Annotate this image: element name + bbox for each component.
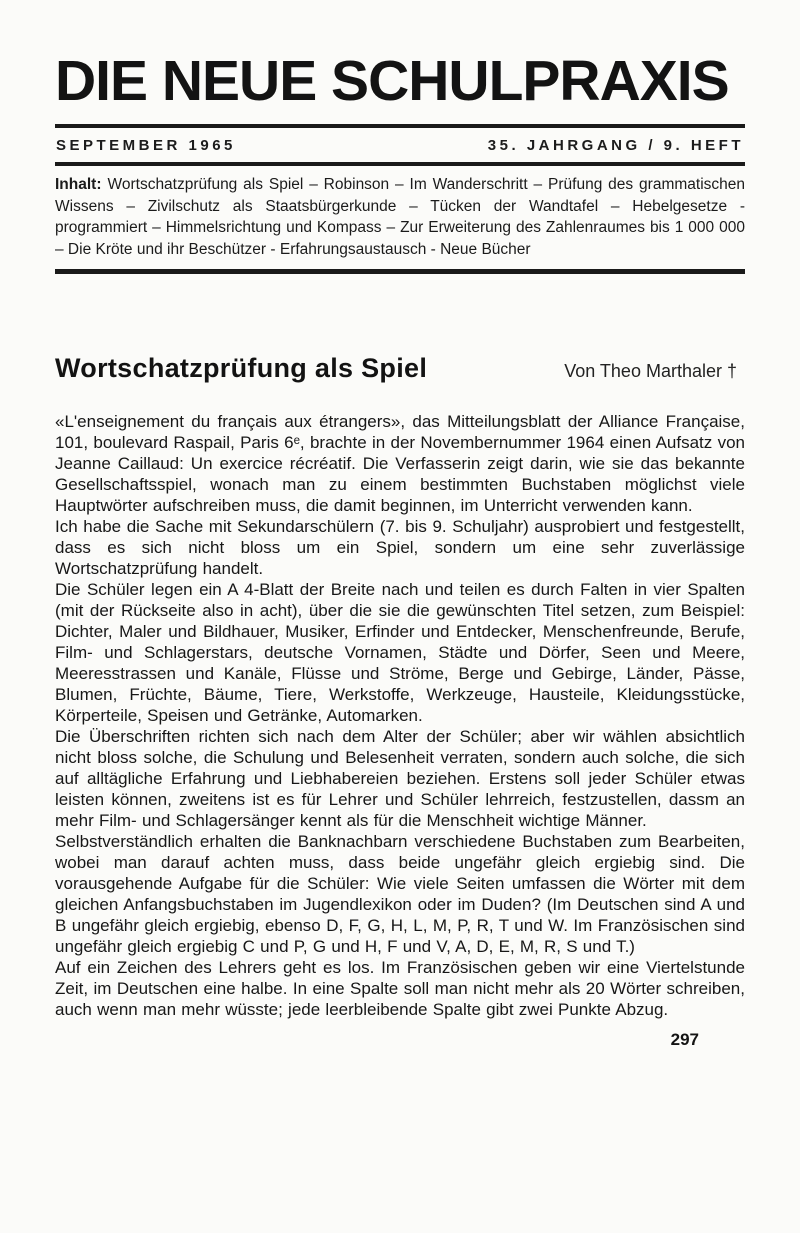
article-body bbox=[55, 411, 745, 1020]
magazine-title: DIE NEUE SCHULPRAXIS bbox=[55, 49, 729, 113]
article bbox=[55, 352, 745, 1020]
issue-date: SEPTEMBER 1965 bbox=[56, 137, 236, 154]
masthead bbox=[55, 50, 745, 274]
table-of-contents bbox=[55, 174, 745, 260]
article-byline: Von Theo Marthaler † bbox=[564, 361, 737, 381]
issue-volume: 35. JAHRGANG / 9. HEFT bbox=[487, 137, 744, 154]
issue-row bbox=[55, 128, 745, 162]
toc-label: Inhalt: bbox=[55, 176, 102, 193]
article-paragraph: Auf ein Zeichen des Lehrers geht es los. Im Französischen geben wir eine Viertelstunde Zeit, im Deutschen eine halbe. In eine Spalte soll man nicht mehr als 20 Wörter schreiben, auch wenn man mehr wüsste; jede leerbleibende Spalte gibt zwei Punkte Abzug. bbox=[55, 958, 745, 1019]
article-paragraph: Selbstverständlich erhalten die Banknachbarn verschiedene Buchstaben zum Bearbeiten, wobei man darauf achten muss, dass beide ungefähr gleich ergiebig sind. Die vorausgehende Aufgabe für die Schüler: Wie viele Seiten umfassen die Wörter mit dem gleichen Anfangsbuchstaben im Jugendlexikon oder im Duden? (Im Deutschen sind A und B ungefähr gleich ergiebig, ebenso D, F, G, H, L, M, P, R, T und W. Im Französischen sind ungefähr gleich ergiebig C und P, G und H, F und V, A, D, E, M, R, S und T.) bbox=[55, 832, 745, 956]
article-paragraph: Ich habe die Sache mit Sekundarschülern (7. bis 9. Schuljahr) ausprobiert und festgestellt, dass es sich nicht bloss um ein Spiel, sondern um eine sehr zuverlässige Wortschatzprüfung handelt. bbox=[55, 517, 745, 578]
masthead-divider-middle bbox=[55, 162, 745, 166]
page-number: 297 bbox=[670, 1030, 699, 1049]
page-footer bbox=[55, 1030, 745, 1050]
article-title: Wortschatzprüfung als Spiel bbox=[55, 353, 428, 383]
article-title-row bbox=[55, 352, 745, 384]
toc-items: Wortschatzprüfung als Spiel – Robinson – Im Wanderschritt – Prüfung des grammatischen Wissens – Zivilschutz als Staatsbürgerkunde – Tücken der Wandtafel – Hebelgesetze - programmiert – Himmelsrichtung und Kompass – Zur Erweiterung des Zahlenraumes bis 1 000 000 – Die Kröte und ihr Beschützer - Erfahrungsaustausch - Neue Bücher bbox=[55, 176, 745, 258]
magazine-page bbox=[55, 0, 745, 1050]
article-paragraph: «L'enseignement du français aux étrangers», das Mitteilungsblatt der Alliance Française, 101, boulevard Raspail, Paris 6ᵉ, brachte in der Novembernummer 1964 einen Aufsatz von Jeanne Caillaud: Un exercice récréatif. Die Verfasserin zeigt darin, wie sie das bekannte Gesellschaftsspiel, wonach man zu einem bestimmten Buchstaben möglichst viele Hauptwörter aufschreiben muss, die damit beginnen, im Unterricht verwenden kann. bbox=[55, 412, 745, 515]
masthead-divider-bottom bbox=[55, 269, 745, 274]
article-paragraph: Die Schüler legen ein A 4-Blatt der Breite nach und teilen es durch Falten in vier Spalten (mit der Rückseite also in acht), über die sie die gewünschten Titel setzen, zum Beispiel: Dichter, Maler und Bildhauer, Musiker, Erfinder und Entdecker, Menschenfreunde, Berufe, Film- und Schlagerstars, deutsche Vornamen, Städte und Dörfer, Seen und Meere, Meeresstrassen und Kanäle, Flüsse und Ströme, Berge und Gebirge, Länder, Pässe, Blumen, Früchte, Bäume, Tiere, Werkstoffe, Werkzeuge, Hausteile, Kleidungsstücke, Körperteile, Speisen und Getränke, Automarken. bbox=[55, 580, 745, 725]
article-paragraph: Die Überschriften richten sich nach dem Alter der Schüler; aber wir wählen absichtlich nicht bloss solche, die Schulung und Belesenheit verraten, sondern auch solche, die sich auf alltägliche Erfahrung und Liebhabereien beziehen. Erstens soll jeder Schüler etwas leisten können, zweitens ist es für Lehrer und Schüler lehrreich, festzustellen, dassm an mehr Film- und Schlagersänger kennt als für die Menschheit wichtige Männer. bbox=[55, 727, 745, 830]
